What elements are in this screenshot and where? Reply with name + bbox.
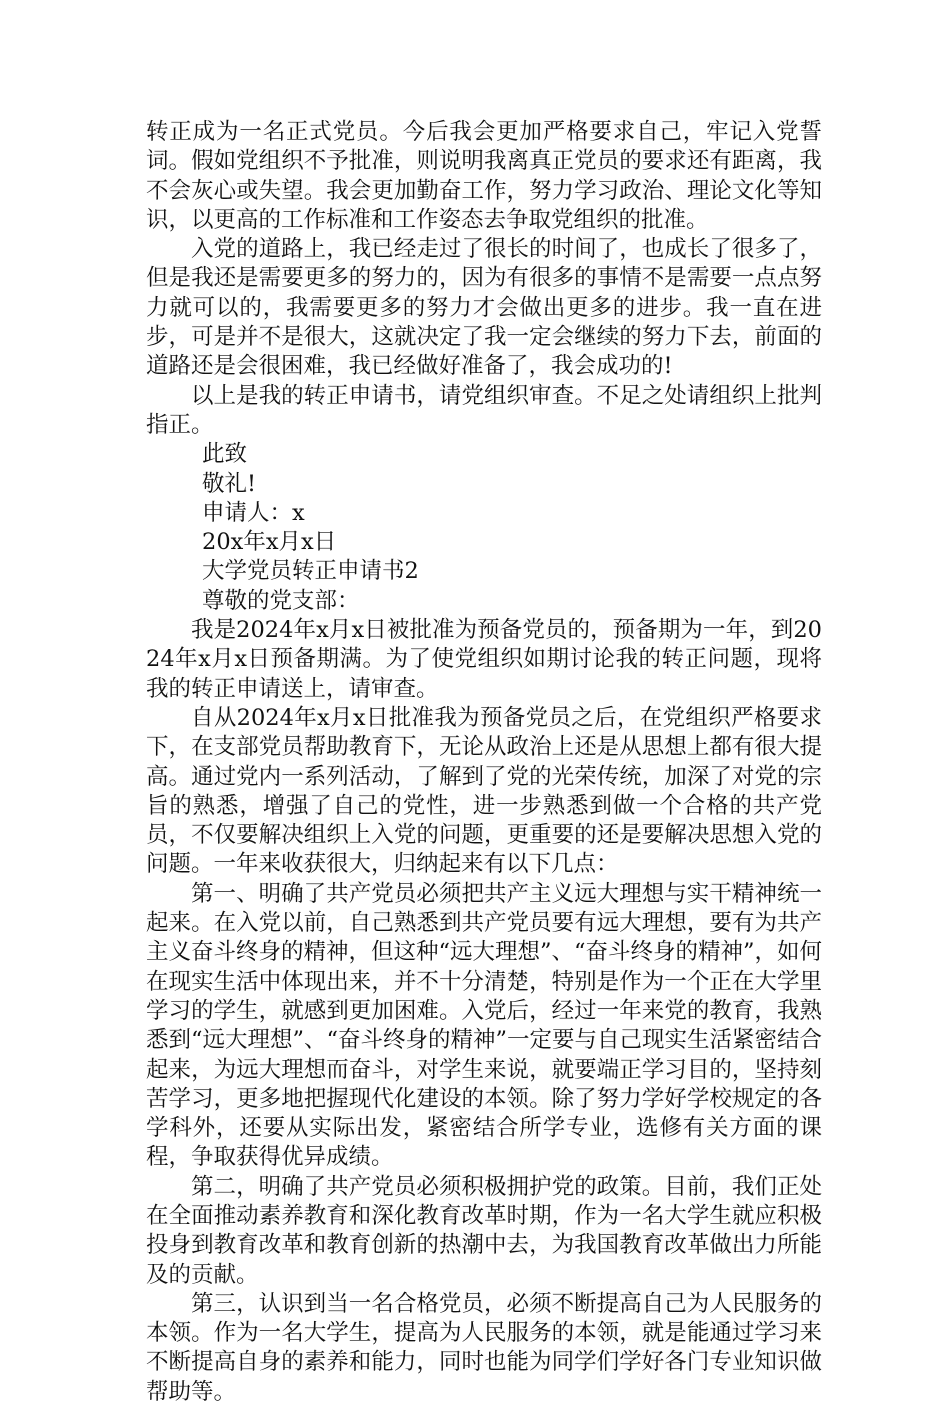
body-paragraph: 第二，明确了共产党员必须积极拥护党的政策。目前，我们正处在全面推动素养教育和深化教育改革时期，作为一名大学生就应积极投身到教育改革和教育创新的热潮中去，为我国教育改革做出力所能及的贡献。 — [146, 1173, 822, 1288]
body-paragraph: 转正成为一名正式党员。今后我会更加严格要求自己，牢记入党誓词。假如党组织不予批准，则说明我离真正党员的要求还有距离，我不会灰心或失望。我会更加勤奋工作，努力学习政治、理论文化等知识，以更高的工作标准和工作姿态去争取党组织的批准。 — [146, 119, 822, 233]
closing-salute-2: 敬礼! — [202, 470, 257, 497]
body-paragraph: 我是2024年x月x日被批准为预备党员的，预备期为一年，到2024年x月x日预备期满。为了使党组织如期讨论我的转正问题，现将我的转正申请送上，请审查。 — [146, 617, 822, 702]
body-paragraph: 第一、明确了共产党员必须把共产主义远大理想与实干精神统一起来。在入党以前，自己熟悉到共产党员要有远大理想，要有为共产主义奋斗终身的精神，但这种“远大理想”、“奋斗终身的精神”，如何在现实生活中体现出来，并不十分清楚，特别是作为一个正在大学里学习的学生，就感到更加困难。入党后，经过一年来党的教育，我熟悉到“远大理想”、“奋斗终身的精神”一定要与自己现实生活紧密结合起来，为远大理想而奋斗，对学生来说，就要端正学习目的，坚持刻苦学习，更多地把握现代化建设的本领。除了努力学好学校规定的各学科外，还要从实际出发，紧密结合所学专业，选修有关方面的课程，争取获得优异成绩。 — [146, 880, 823, 1171]
section-title: 大学党员转正申请书2 — [202, 558, 419, 585]
body-paragraph: 入党的道路上，我已经走过了很长的时间了，也成长了很多了，但是我还是需要更多的努力的，因为有很多的事情不是需要一点点努力就可以的，我需要更多的努力才会做出更多的进步。我一直在进步，可是并不是很大，这就决定了我一定会继续的努力下去，前面的道路还是会很困难，我已经做好准备了，我会成功的! — [146, 236, 822, 380]
document-page — [146, 118, 822, 1407]
body-paragraph: 自从2024年x月x日批准我为预备党员之后，在党组织严格要求下，在支部党员帮助教育下，无论从政治上还是从思想上都有很大提高。通过党内一系列活动，了解到了党的光荣传统，加深了对党的宗旨的熟悉，增强了自己的党性，进一步熟悉到做一个合格的共产党员，不仅要解决组织上入党的问题，更重要的还是要解决思想入党的问题。一年来收获很大，归纳起来有以下几点： — [146, 704, 822, 878]
applicant-line: 申请人：x — [202, 499, 305, 526]
closing-salute-1: 此致 — [202, 441, 248, 468]
body-paragraph: 第三，认识到当一名合格党员，必须不断提高自己为人民服务的本领。作为一名大学生，提高为人民服务的本领，就是能通过学习来不断提高自身的素养和能力，同时也能为同学们学好各门专业知识做帮助等。 — [146, 1290, 822, 1405]
date-line: 20x年x月x日 — [202, 529, 337, 556]
greeting-line: 尊敬的党支部： — [202, 587, 360, 614]
body-paragraph: 以上是我的转正申请书，请党组织审查。不足之处请组织上批判指正。 — [146, 382, 822, 438]
